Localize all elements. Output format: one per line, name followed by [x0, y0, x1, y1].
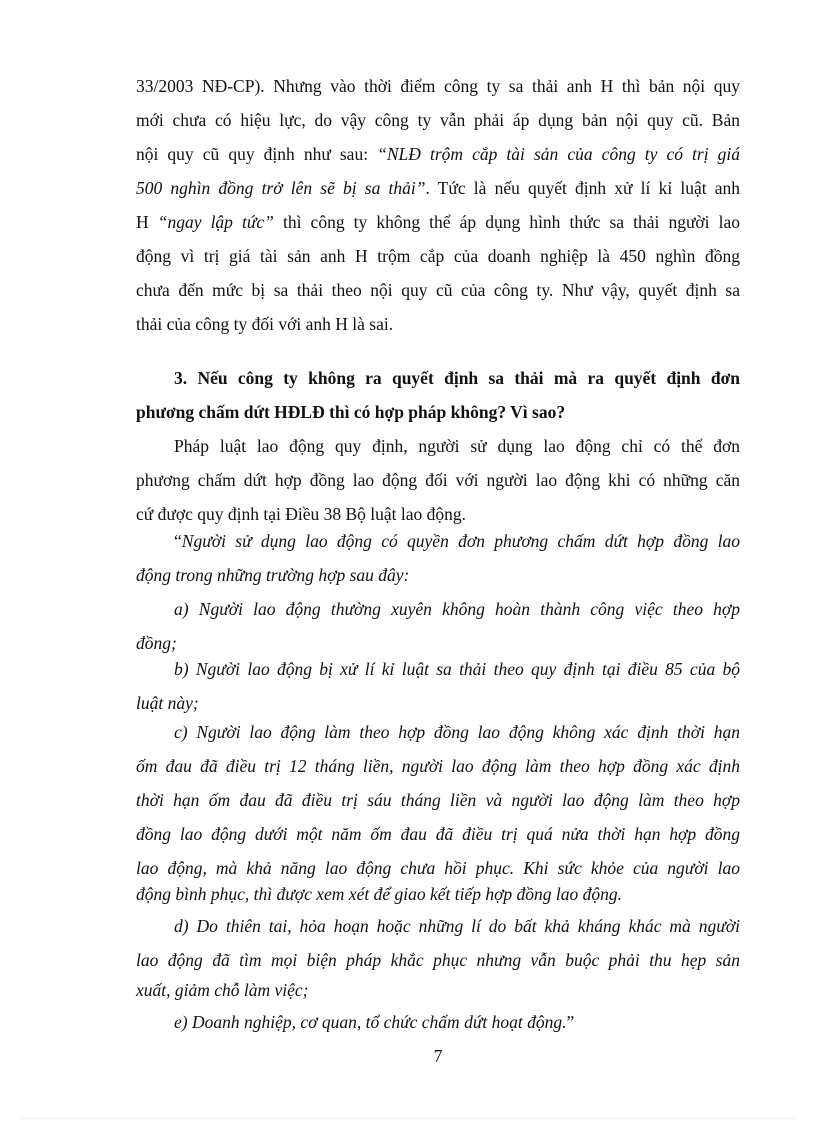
quote-item-c: thời hạn ốm đau đã điều trị sáu tháng liền và người lao động làm theo hợp	[136, 790, 740, 810]
para1-line: mới chưa có hiệu lực, do vậy công ty vẫn phải áp dụng bản nội quy cũ. Bản	[136, 110, 740, 130]
para1-line: 33/2003 NĐ-CP). Nhưng vào thời điểm công ty sa thải anh H thì bản nội quy	[136, 76, 740, 96]
section-heading: phương chấm dứt HĐLĐ thì có hợp pháp không? Vì sao?	[136, 402, 566, 422]
para1-line: nội quy cũ quy định như sau: “NLĐ trộm cắp tài sản của công ty có trị giá	[136, 144, 740, 164]
section-heading: 3. Nếu công ty không ra quyết định sa thải mà ra quyết định đơn	[174, 368, 740, 388]
quote-item-c: ốm đau đã điều trị 12 tháng liền, người lao động làm theo hợp đồng xác định	[136, 756, 740, 776]
quote-item-d: lao động đã tìm mọi biện pháp khắc phục nhưng vẫn buộc phải thu hẹp sản	[136, 950, 740, 970]
para1-line: thải của công ty đối với anh H là sai.	[136, 314, 394, 334]
para2-line: cứ được quy định tại Điều 38 Bộ luật lao động.	[136, 504, 467, 524]
page-number: 7	[433, 1046, 443, 1066]
quote-item-b: b) Người lao động bị xử lí kỉ luật sa thải theo quy định tại điều 85 của bộ	[174, 659, 740, 679]
quote-item-d: xuất, giảm chỗ làm việc;	[136, 980, 309, 1000]
quote-item-c: đồng lao động dưới một năm ốm đau đã điều trị quá nửa thời hạn hợp đồng	[136, 824, 740, 844]
para1-line: H “ngay lập tức” thì công ty không thể áp dụng hình thức sa thải người lao	[136, 212, 741, 232]
quote-item-d: d) Do thiên tai, hỏa hoạn hoặc những lí do bất khả kháng khác mà người	[174, 916, 740, 936]
quote-item-a: đồng;	[136, 633, 177, 653]
quote-item-c: c) Người lao động làm theo hợp đồng lao động không xác định thời hạn	[174, 722, 740, 742]
quote-line: “Người sử dụng lao động có quyền đơn phương chấm dứt hợp đồng lao	[174, 531, 740, 551]
para1-line: chưa đến mức bị sa thải theo nội quy cũ của công ty. Như vậy, quyết định sa	[136, 280, 740, 300]
quote-item-e: e) Doanh nghiệp, cơ quan, tổ chức chấm dứt hoạt động.”	[174, 1012, 575, 1032]
para2-line: Pháp luật lao động quy định, người sử dụng lao động chỉ có thể đơn	[174, 436, 740, 456]
document-page	[136, 0, 740, 1123]
para1-line: động vì trị giá tài sản anh H trộm cắp của doanh nghiệp là 450 nghìn đồng	[136, 246, 740, 266]
quote-item-c: lao động, mà khả năng lao động chưa hồi phục. Khi sức khỏe của người lao	[136, 858, 740, 878]
para2-line: phương chấm dứt hợp đồng lao động đối với người lao động khi có những căn	[136, 470, 740, 490]
quote-line: động trong những trường hợp sau đây:	[136, 565, 410, 585]
page-bottom-divider	[20, 1118, 796, 1119]
quote-item-c: động bình phục, thì được xem xét để giao kết tiếp hợp đồng lao động.	[136, 884, 623, 904]
quote-item-b: luật này;	[136, 693, 199, 713]
quote-item-a: a) Người lao động thường xuyên không hoàn thành công việc theo hợp	[174, 599, 740, 619]
para1-line: 500 nghìn đồng trở lên sẽ bị sa thải”. Tức là nếu quyết định xử lí kỉ luật anh	[136, 178, 740, 198]
